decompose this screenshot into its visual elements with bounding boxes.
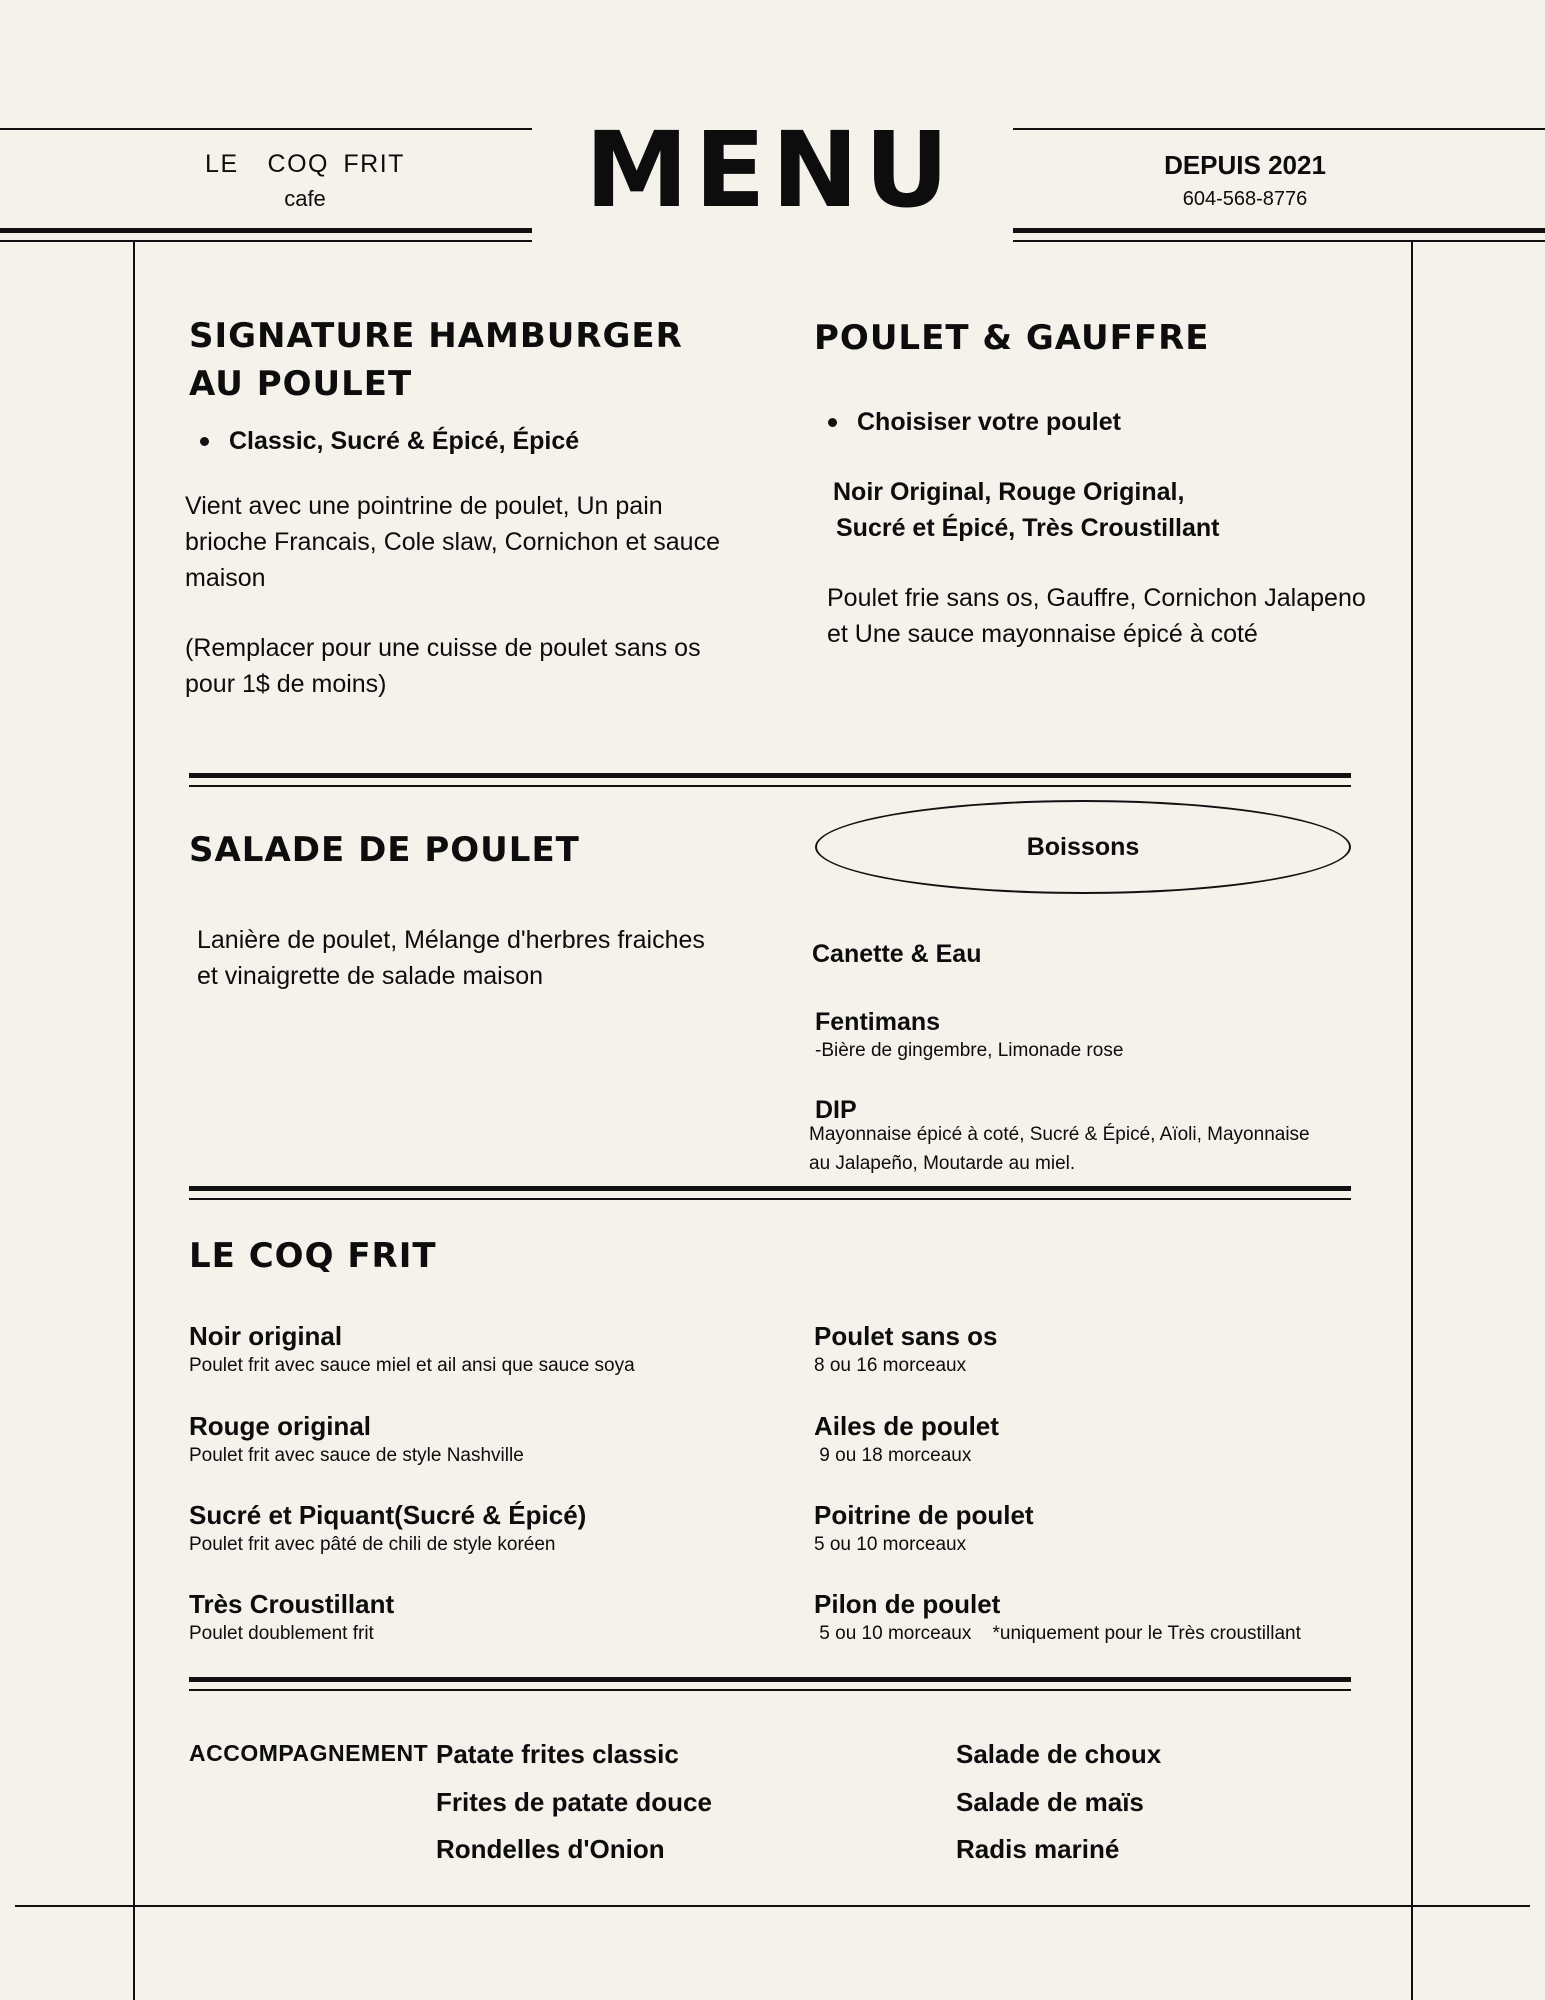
list-item-name: Sucré et Piquant(Sucré & Épicé) xyxy=(189,1500,587,1530)
frame-right-border xyxy=(1411,242,1413,2000)
signature-desc-line2: brioche Francais, Cole slaw, Cornichon et sauce xyxy=(185,528,720,556)
signature-title-line2: AU POULET xyxy=(189,364,413,404)
salade-description xyxy=(197,922,705,994)
boissons-badge xyxy=(815,800,1351,894)
since-label: DEPUIS 2021 xyxy=(1164,150,1326,180)
section-divider-thin xyxy=(189,1689,1351,1691)
dip-description xyxy=(809,1120,1310,1178)
header-line-left-thin xyxy=(0,240,532,242)
boissons-label: Boissons xyxy=(1026,832,1140,861)
accompagnement-label: ACCOMPAGNEMENT xyxy=(189,1740,429,1766)
header-line-right-top xyxy=(1013,128,1545,130)
list-item-desc: Poulet frit avec sauce de style Nashville xyxy=(189,1445,524,1466)
list-item-name: Poulet sans os xyxy=(814,1321,998,1351)
side-item: Patate frites classic xyxy=(436,1739,679,1769)
salade-title: SALADE DE POULET xyxy=(189,830,580,870)
bullet-icon xyxy=(828,418,837,427)
fentimans-description: -Bière de gingembre, Limonade rose xyxy=(815,1040,1124,1061)
signature-option-text: Classic, Sucré & Épicé, Épicé xyxy=(229,427,580,455)
section-divider-thick xyxy=(189,773,1351,778)
header-line-right-thin xyxy=(1013,240,1545,242)
bullet-icon xyxy=(200,437,209,446)
signature-note-line1: (Remplacer pour une cuisse de poulet sans os xyxy=(185,634,701,662)
phone-number: 604-568-8776 xyxy=(1182,188,1308,210)
section-divider-thin xyxy=(189,785,1351,787)
dip-item: DIP xyxy=(815,1096,857,1124)
page-title: MENU xyxy=(584,109,956,231)
dip-desc-line1: Mayonnaise épicé à coté, Sucré & Épicé, Aïoli, Mayonnaise xyxy=(809,1124,1310,1145)
gauffre-description xyxy=(827,580,1366,652)
side-item: Rondelles d'Onion xyxy=(436,1834,665,1864)
list-item-name: Noir original xyxy=(189,1321,343,1351)
list-item-desc: 5 ou 10 morceaux xyxy=(814,1534,967,1555)
signature-description xyxy=(185,488,720,596)
side-item: Salade de maïs xyxy=(956,1787,1144,1817)
list-item-desc: Poulet doublement frit xyxy=(189,1623,374,1644)
frame-bottom-line xyxy=(15,1905,1530,1907)
signature-title xyxy=(189,312,683,408)
section-divider-thick xyxy=(189,1186,1351,1191)
dip-desc-line2: au Jalapeño, Moutarde au miel. xyxy=(809,1153,1076,1174)
list-item-desc: Poulet frit avec sauce miel et ail ansi que sauce soya xyxy=(189,1355,635,1376)
gauffre-desc-line1: Poulet frie sans os, Gauffre, Cornichon Jalapeno xyxy=(827,584,1366,612)
header-line-left-thick xyxy=(0,228,532,233)
side-item: Salade de choux xyxy=(956,1739,1162,1769)
coqfrit-title: LE COQ FRIT xyxy=(189,1236,437,1276)
list-item-desc: 8 ou 16 morceaux xyxy=(814,1355,967,1376)
side-item: Radis mariné xyxy=(956,1834,1120,1864)
section-divider-thin xyxy=(189,1198,1351,1200)
brand-name: LE COQ FRIT xyxy=(205,150,405,178)
signature-note xyxy=(185,630,701,702)
gauffre-option xyxy=(828,405,1121,439)
fentimans-item: Fentimans xyxy=(815,1008,941,1036)
list-item-name: Ailes de poulet xyxy=(814,1411,999,1441)
gauffre-choices-line2: Sucré et Épicé, Très Croustillant xyxy=(836,514,1220,542)
list-item-name: Poitrine de poulet xyxy=(814,1500,1034,1530)
section-divider-thick xyxy=(189,1677,1351,1682)
signature-desc-line3: maison xyxy=(185,564,266,592)
signature-option xyxy=(200,424,579,458)
list-item-name: Pilon de poulet xyxy=(814,1589,1001,1619)
header-line-left-top xyxy=(0,128,532,130)
list-item-desc: Poulet frit avec pâté de chili de style koréen xyxy=(189,1534,556,1555)
signature-title-line1: SIGNATURE HAMBURGER xyxy=(189,316,683,356)
list-item-desc: 5 ou 10 morceaux *uniquement pour le Très croustillant xyxy=(814,1623,1301,1644)
gauffre-option-text: Choisiser votre poulet xyxy=(857,408,1121,436)
canette-item: Canette & Eau xyxy=(812,940,982,968)
gauffre-desc-line2: et Une sauce mayonnaise épicé à coté xyxy=(827,620,1258,648)
list-item-name: Très Croustillant xyxy=(189,1589,395,1619)
brand-subtitle: cafe xyxy=(284,186,326,211)
gauffre-title: POULET & GAUFFRE xyxy=(814,318,1210,358)
list-item-name: Rouge original xyxy=(189,1411,371,1441)
side-item: Frites de patate douce xyxy=(436,1787,712,1817)
salade-desc-line2: et vinaigrette de salade maison xyxy=(197,962,544,990)
header-line-right-thick xyxy=(1013,228,1545,233)
list-item-desc: 9 ou 18 morceaux xyxy=(814,1445,972,1466)
gauffre-choices-line1: Noir Original, Rouge Original, xyxy=(833,478,1185,506)
frame-left-border xyxy=(133,242,135,2000)
signature-desc-line1: Vient avec une pointrine de poulet, Un pain xyxy=(185,492,663,520)
salade-desc-line1: Lanière de poulet, Mélange d'herbres fraiches xyxy=(197,926,705,954)
gauffre-choices xyxy=(833,474,1219,546)
signature-note-line2: pour 1$ de moins) xyxy=(185,670,387,698)
